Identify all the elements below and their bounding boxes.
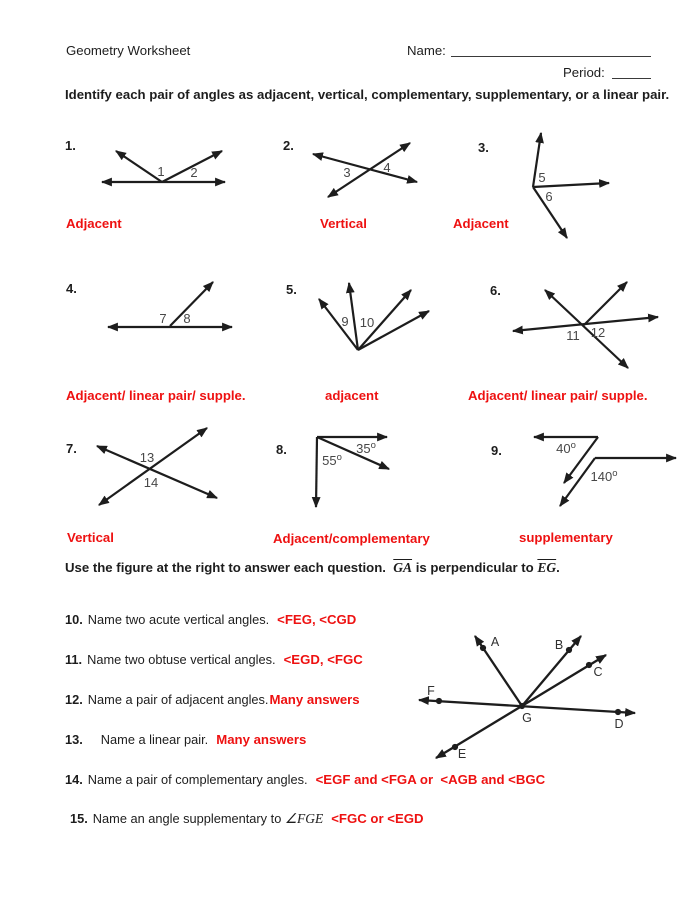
question-15-number: 15.: [70, 811, 88, 826]
problem-2-number: 2.: [283, 138, 294, 153]
point-f-dot: [436, 698, 442, 704]
question-10-answer: <FEG, <CGD: [277, 612, 357, 627]
angle-label-10: 10: [359, 315, 375, 330]
question-11-text: Name two obtuse vertical angles.: [87, 652, 276, 667]
problem-7-answer: Vertical: [67, 530, 114, 545]
point-label-f: F: [427, 684, 435, 698]
problem-9-figure: [520, 425, 690, 520]
section2-heading: [65, 560, 560, 576]
segment-ga-notation: $\overline{GA}$: [393, 560, 413, 575]
angle-fge-notation: ∠FGE: [284, 811, 324, 826]
reference-figure: [410, 610, 665, 775]
question-15-text: Name an angle supplementary to: [92, 811, 282, 826]
problem-6-figure: [503, 275, 663, 375]
problem-4-number: 4.: [66, 281, 77, 296]
angle-label-9: 9: [341, 314, 349, 329]
question-11-answer: <EGD, <FGC: [283, 652, 363, 667]
question-12-text: Name a pair of adjacent angles.: [87, 692, 269, 707]
ray: [316, 437, 317, 507]
problem-9-answer: supplementary: [519, 530, 613, 545]
ray-gb: [522, 636, 581, 706]
line: [99, 428, 207, 505]
point-label-g: G: [522, 711, 532, 725]
question-14-text: Name a pair of complementary angles.: [87, 772, 308, 787]
angle-label-6: 6: [545, 189, 553, 204]
question-11: [65, 652, 363, 667]
angle-label-7: 7: [159, 311, 167, 326]
problem-5-number: 5.: [286, 282, 297, 297]
problem-9-number: 9.: [491, 443, 502, 458]
point-d-dot: [615, 709, 621, 715]
angle-label-11: 11: [566, 328, 580, 343]
angle-label-1: 1: [157, 164, 165, 179]
segment-eg-notation: $\overline{EG}$: [537, 560, 557, 575]
problem-8-figure: [300, 425, 405, 520]
ray: [170, 282, 213, 326]
problem-7-number: 7.: [66, 441, 77, 456]
question-13-number: 13.: [65, 732, 83, 747]
point-label-e: E: [457, 747, 467, 761]
problem-3-figure: [505, 125, 625, 250]
angle-label-2: 2: [190, 165, 198, 180]
question-10-text: Name two acute vertical angles.: [87, 612, 270, 627]
ray: [116, 151, 165, 182]
ray: [584, 282, 627, 325]
question-13: [65, 732, 306, 747]
angle-label-35deg: 35$^o$: [356, 440, 376, 456]
problem-2-answer: Vertical: [320, 216, 367, 231]
line: [313, 154, 417, 182]
angle-label-8: 8: [183, 311, 191, 326]
section2-intro-text: Use the figure at the right to answer each question.: [65, 560, 386, 575]
problem-2-figure: [300, 135, 430, 205]
problem-3-number: 3.: [478, 140, 489, 155]
name-blank-line: [451, 43, 651, 57]
question-13-text: Name a linear pair.: [100, 732, 209, 747]
angle-label-55deg: 55$^o$: [322, 452, 342, 468]
question-12: [65, 692, 360, 707]
angle-label-4: 4: [383, 160, 391, 175]
question-12-number: 12.: [65, 692, 83, 707]
problem-8-answer: Adjacent/complementary: [273, 531, 430, 546]
angle-label-140deg: 140$^o$: [590, 468, 618, 484]
question-14-answer: <EGF and <FGA or <AGB and <BGC: [315, 772, 546, 787]
point-b-dot: [566, 647, 572, 653]
problem-5-answer: adjacent: [325, 388, 379, 403]
line: [545, 290, 628, 368]
problem-4-answer: Adjacent/ linear pair/ supple.: [66, 388, 246, 403]
question-15-answer: <FGC or <EGD: [331, 811, 424, 826]
problem-8-number: 8.: [276, 442, 287, 457]
problem-6-answer: Adjacent/ linear pair/ supple.: [468, 388, 648, 403]
problem-1-answer: Adjacent: [66, 216, 122, 231]
period-blank-line: [612, 65, 651, 79]
problem-1-number: 1.: [65, 138, 76, 153]
angle-label-3: 3: [343, 165, 351, 180]
problem-7-figure: [85, 425, 230, 515]
angle-label-13: 13: [139, 450, 155, 465]
question-10: [65, 612, 356, 627]
question-10-number: 10.: [65, 612, 83, 627]
problem-6-number: 6.: [490, 283, 501, 298]
angle-label-40deg: 40$^o$: [556, 440, 576, 456]
document-title: Geometry Worksheet: [66, 43, 191, 58]
point-g-dot: [519, 703, 525, 709]
line: [97, 446, 217, 498]
name-label: Name:: [407, 43, 446, 58]
period: .: [556, 560, 560, 575]
problem-1-figure: [95, 135, 235, 195]
question-13-answer: Many answers: [216, 732, 307, 747]
angle-label-5: 5: [538, 170, 546, 185]
period-label: Period:: [563, 65, 605, 80]
point-a-dot: [480, 645, 486, 651]
angle-label-12: 12: [590, 325, 606, 340]
question-15: [70, 811, 424, 827]
instructions: Identify each pair of angles as adjacent, vertical, complementary, supplementary, or a linear pair.: [65, 87, 670, 102]
point-label-a: A: [490, 635, 500, 649]
problem-3-answer: Adjacent: [453, 216, 509, 231]
question-11-number: 11.: [65, 652, 83, 667]
point-label-c: C: [593, 665, 603, 679]
angle-label-14: 14: [143, 475, 159, 490]
problem-4-figure: [100, 275, 240, 335]
problem-5-figure: [305, 275, 440, 360]
question-14-number: 14.: [65, 772, 83, 787]
section2-connector-text: is perpendicular to: [415, 560, 534, 575]
point-label-d: D: [614, 717, 624, 731]
point-c-dot: [586, 662, 592, 668]
point-label-b: B: [554, 638, 564, 652]
question-12-answer: Many answers: [269, 692, 360, 707]
